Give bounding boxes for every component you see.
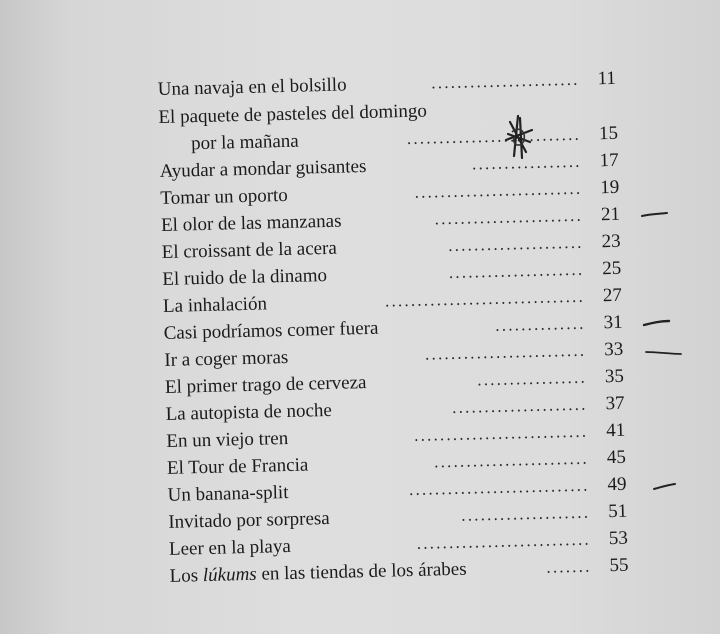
leader-dots: ....................... xyxy=(431,69,580,93)
leader-dots: ........................ xyxy=(433,448,590,472)
leader-dots: ....... xyxy=(546,556,592,577)
toc-entry-title: En un viejo tren xyxy=(166,427,289,452)
toc-entry-title: El ruido de la dinamo xyxy=(162,264,328,290)
leader-dots: ..................... xyxy=(451,394,588,417)
toc-entry-page: 37 xyxy=(605,392,625,415)
toc-entry-title: Una navaja en el bolsillo xyxy=(157,74,347,101)
toc-entry-title: La inhalación xyxy=(162,293,268,317)
leader-dots: ............................ xyxy=(408,475,590,500)
toc-entry-page: 17 xyxy=(599,149,619,172)
toc-entry-title: Tomar un oporto xyxy=(160,184,289,210)
leader-dots: .......................... xyxy=(414,178,583,202)
toc-entry-page: 15 xyxy=(598,122,619,145)
toc-entry-page: 31 xyxy=(603,311,623,334)
toc-entry-title: Los lúkums en las tiendas de los árabes xyxy=(169,558,467,587)
leader-dots: ................. xyxy=(471,151,582,174)
leader-dots: ................. xyxy=(477,367,588,390)
leader-dots: .............. xyxy=(495,313,586,335)
toc-entry-title: Invitado por sorpresa xyxy=(168,507,331,533)
toc-entry-page: 35 xyxy=(604,365,625,388)
leader-dots: ........................... xyxy=(413,421,589,445)
leader-dots: ............................... xyxy=(384,286,586,311)
toc-entry-title: Ir a coger moras xyxy=(164,346,289,371)
leader-dots: ..................... xyxy=(447,232,584,255)
toc-entry-page: 25 xyxy=(601,257,622,280)
toc-entry-title: Un banana-split xyxy=(167,481,289,506)
toc-entry-page: 53 xyxy=(608,527,629,550)
toc-entry-title: Casi podríamos comer fuera xyxy=(163,317,379,344)
leader-dots: ..................... xyxy=(448,259,585,282)
toc-entry-page: 55 xyxy=(609,554,629,577)
toc-entry-title: Ayudar a mondar guisantes xyxy=(159,155,367,183)
leader-dots: ....................... xyxy=(434,205,584,229)
toc-entry-title: El Tour de Francia xyxy=(166,454,309,479)
toc-entry-title: La autopista de noche xyxy=(165,399,333,425)
toc-entry-title: El primer trago de cerveza xyxy=(164,372,367,398)
toc-entry-page: 49 xyxy=(607,473,627,496)
toc-entry-title: El olor de las manzanas xyxy=(160,210,342,237)
leader-dots: ......................... xyxy=(424,340,587,364)
toc-entry-page: 33 xyxy=(603,338,624,361)
leader-dots: .................... xyxy=(461,502,591,525)
toc-entry-title: por la mañana xyxy=(190,130,299,155)
toc-entry-title: El croissant de la acera xyxy=(161,237,338,264)
toc-entry-title: El paquete de pasteles del domingo xyxy=(158,100,428,129)
toc-entry-page: 41 xyxy=(605,419,626,442)
toc-entry-page: 27 xyxy=(602,284,623,307)
toc-entry-page: 51 xyxy=(607,500,628,523)
toc-entry-page: 19 xyxy=(600,176,620,199)
toc-entry-page: 21 xyxy=(600,203,621,226)
toc-entry-page: 11 xyxy=(597,67,617,90)
toc-entry-page: 23 xyxy=(601,230,621,253)
leader-dots: ........................... xyxy=(406,124,582,148)
toc-entry-title: Leer en la playa xyxy=(168,535,292,560)
toc-entry-page: 45 xyxy=(606,446,627,469)
italic-word: lúkums xyxy=(202,563,257,587)
leader-dots: ........................... xyxy=(416,529,592,553)
